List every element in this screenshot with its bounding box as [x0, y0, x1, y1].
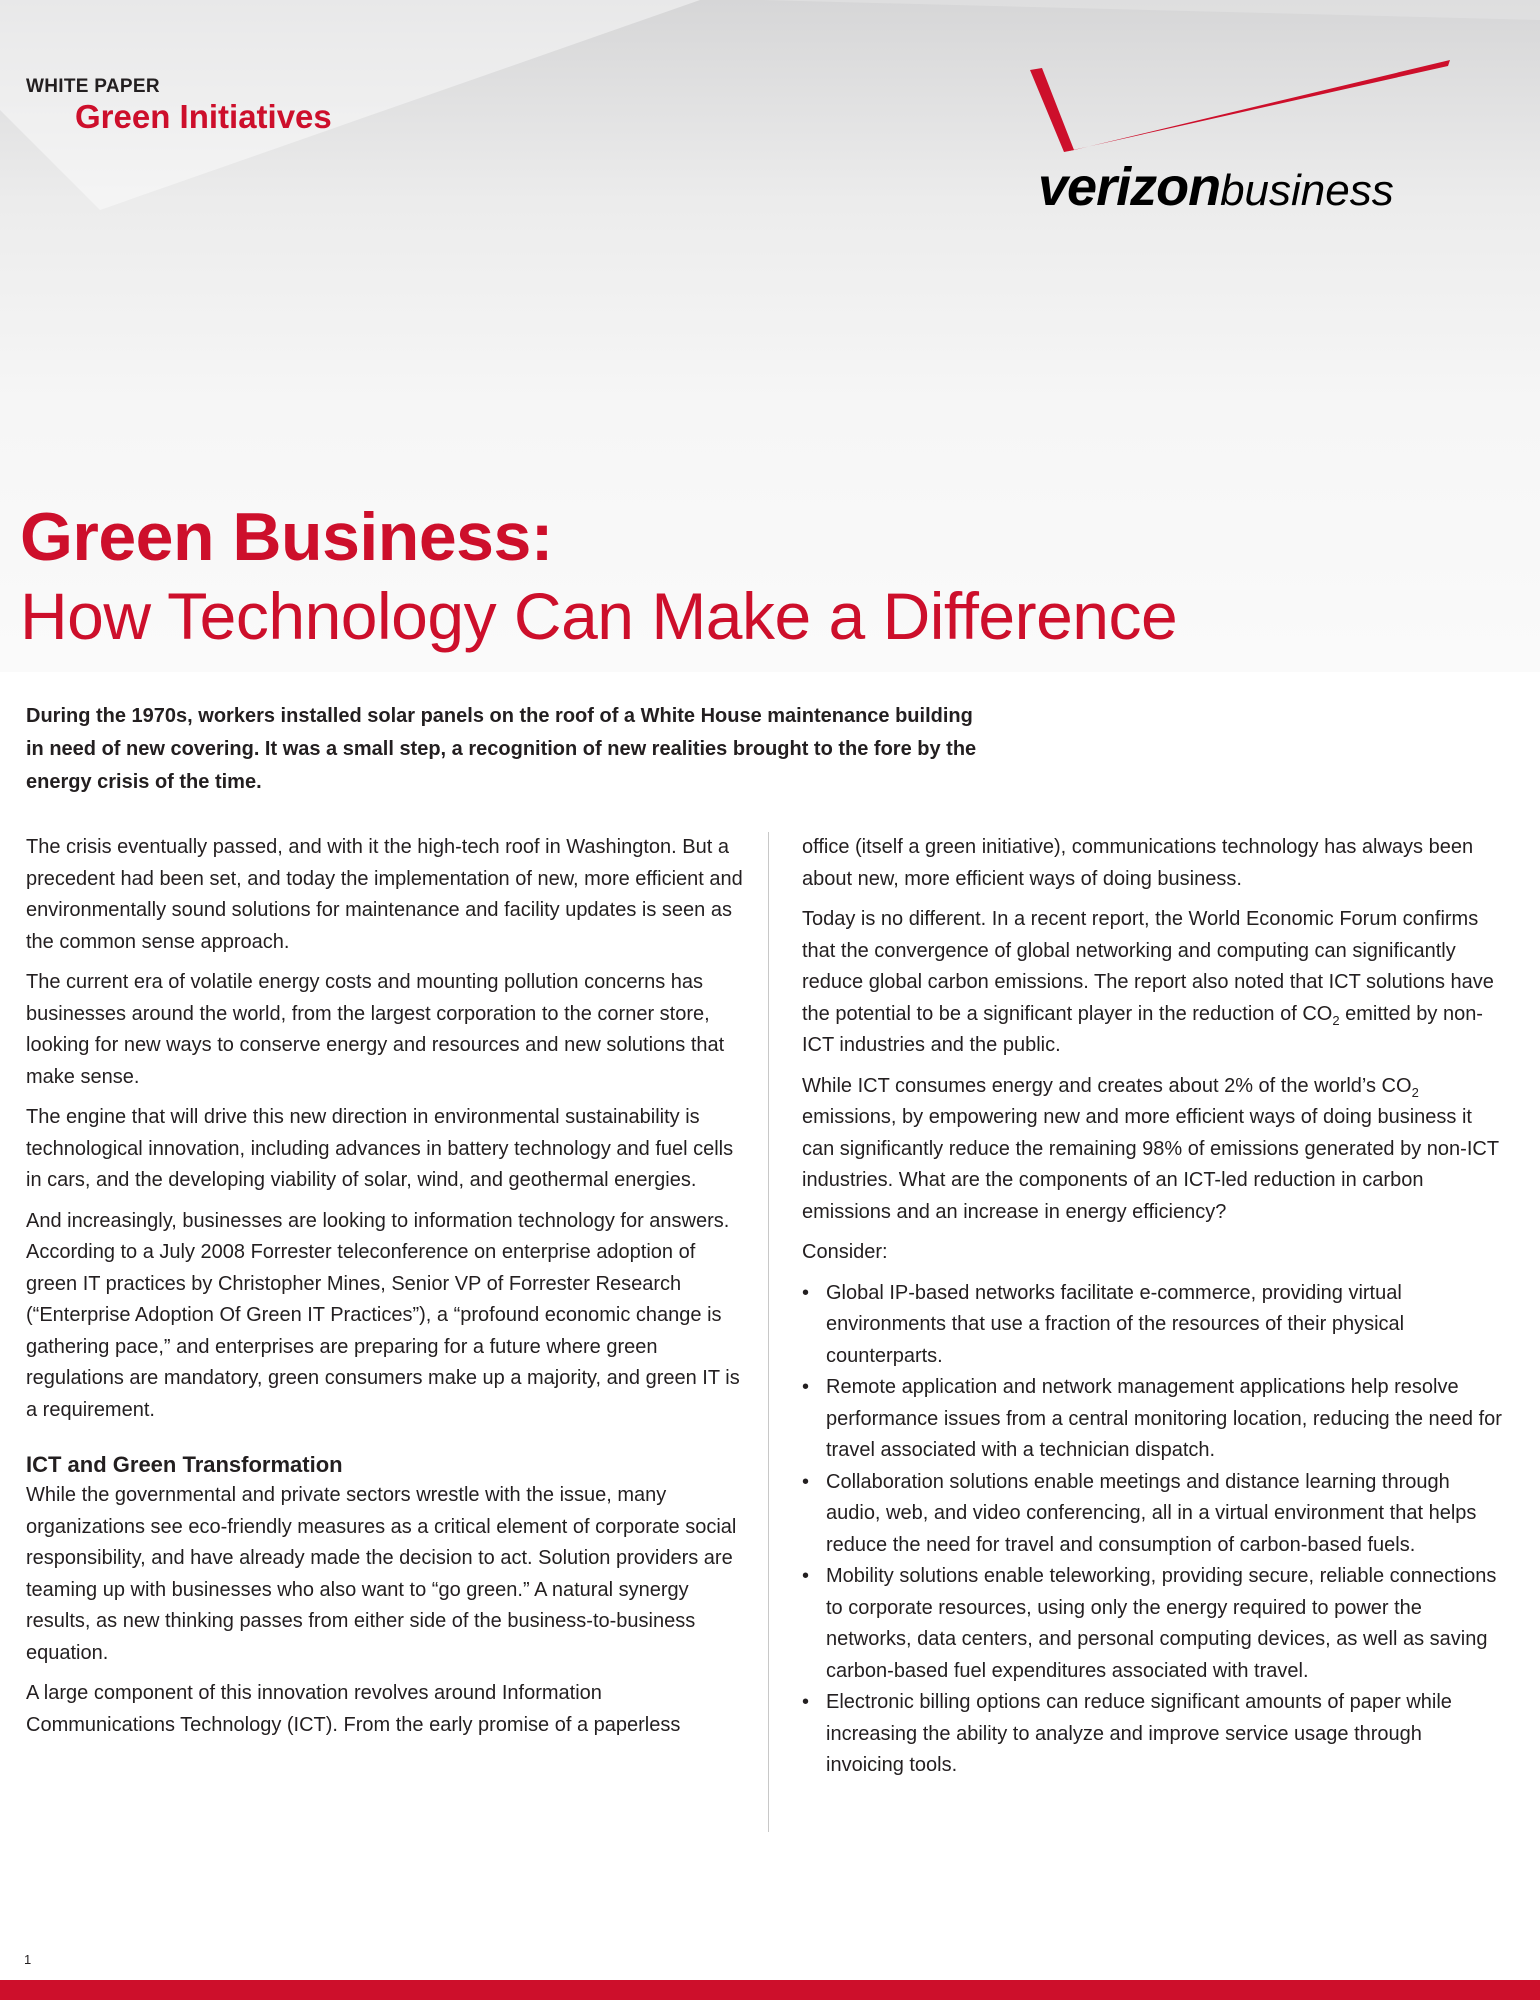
- list-item: [802, 1372, 1502, 1467]
- lede-paragraph: During the 1970s, workers installed solar panels on the roof of a White House maintenance building in need of new covering. It was a small step, a recognition of new realities brought to the fore by the energy crisis of the time.: [26, 705, 977, 793]
- paragraph: A large component of this innovation revolves around Information Communications Technology (ICT). From the early promise of a paperless: [26, 1682, 681, 1736]
- bullet-icon: •: [802, 1565, 810, 1587]
- subscript: 2: [1411, 1084, 1419, 1100]
- list-item-text: Electronic billing options can reduce significant amounts of paper while increasing the ability to analyze and improve service usage through invoicing tools.: [826, 1691, 1452, 1776]
- paragraph: The engine that will drive this new direction in environmental sustainability is technological innovation, including advances in battery technology and fuel cells in cars, and the developing viability of solar, wind, and geothermal energies.: [26, 1106, 734, 1191]
- paragraph: And increasingly, businesses are looking to information technology for answers. According to a July 2008 Forrester teleconference on enterprise adoption of green IT practices by Christopher Mines, Senior VP of Forrester Research (“Enterprise Adoption Of Green IT Practices”), a “profound economic change is gathering pace,” and enterprises are preparing for a future where green regulations are mandatory, green consumers make up a majority, and green IT is a requirement.: [26, 1209, 740, 1421]
- bullet-list: [802, 1278, 1502, 1782]
- subscript: 2: [1332, 1012, 1340, 1028]
- list-item: [802, 1561, 1502, 1687]
- paragraph: The crisis eventually passed, and with it the high-tech roof in Washington. But a precedent had been set, and today the implementation of new, more efficient and environmentally sound solutions for maintenance and facility updates is seen as the common sense approach.: [26, 836, 743, 953]
- document-type-label: WHITE PAPER: [26, 76, 160, 97]
- footer-bar: [0, 1980, 1540, 2000]
- list-item-text: Global IP-based networks facilitate e-commerce, providing virtual environments that use a fraction of the resources of their physical counterparts.: [826, 1281, 1405, 1367]
- list-item: [802, 1278, 1502, 1373]
- paragraph: While the governmental and private sectors wrestle with the issue, many organizations see eco-friendly measures as a critical element of corporate social responsibility, and have already made the decision to act. Solution providers are teaming up with businesses who also want to “go green.” A natural synergy results, as new thinking passes from either side of the business-to-business equation.: [26, 1484, 737, 1664]
- consider-label: Consider:: [802, 1241, 888, 1263]
- column-divider: [768, 832, 769, 1832]
- right-column: [802, 832, 1502, 1782]
- list-item: [802, 1467, 1502, 1562]
- page-subtitle: How Technology Can Make a Difference: [20, 579, 1178, 653]
- bullet-icon: •: [802, 1691, 810, 1713]
- list-item-text: Remote application and network management applications help resolve performance issues from a central monitoring location, reducing the need for travel associated with a technician dispatch.: [826, 1376, 1502, 1461]
- list-item-text: Mobility solutions enable teleworking, providing secure, reliable connections to corporate resources, using only the energy required to power the networks, data centers, and personal computing devices, as well as saving carbon-based fuel expenditures associated with travel.: [826, 1565, 1497, 1682]
- text-run: While ICT consumes energy and creates about 2% of the world’s CO: [802, 1074, 1412, 1097]
- section-heading: ICT and Green Transformation: [26, 1452, 343, 1477]
- page-title: Green Business:: [20, 499, 553, 575]
- paragraph: [802, 1071, 1502, 1229]
- check-mark-icon: [1030, 60, 1450, 170]
- logo-wordmark: [1038, 156, 1394, 218]
- text-run: Today is no different. In a recent report, the World Economic Forum confirms that the convergence of global networking and computing can significantly reduce global carbon emissions. The report also noted that ICT solutions have the potential to be a significant player in the reduction of CO: [802, 908, 1494, 1025]
- logo-brand-text: verizon: [1038, 157, 1221, 217]
- bullet-icon: •: [802, 1281, 810, 1304]
- bullet-icon: •: [802, 1376, 810, 1398]
- series-label: Green Initiatives: [75, 98, 332, 135]
- paragraph: The current era of volatile energy costs and mounting pollution concerns has businesses around the world, from the largest corporation to the corner store, looking for new ways to conserve energy and resources and new solutions that make sense.: [26, 971, 725, 1088]
- paragraph: office (itself a green initiative), communications technology has always been about new, more efficient ways of doing business.: [802, 836, 1474, 890]
- verizon-business-logo: [1030, 60, 1450, 220]
- text-run: emitted by non-ICT industries and the public.: [802, 1002, 1483, 1056]
- page-number: 1: [24, 1952, 32, 1967]
- list-item-text: Collaboration solutions enable meetings and distance learning through audio, web, and video conferencing, all in a virtual environment that helps reduce the need for travel and consumption of carbon-based fuels.: [826, 1470, 1477, 1556]
- logo-suffix-text: business: [1220, 166, 1394, 215]
- bullet-icon: •: [802, 1470, 810, 1493]
- list-item: [802, 1687, 1502, 1782]
- left-column: [26, 832, 746, 1750]
- paragraph: [802, 904, 1502, 1062]
- text-run: emissions, by empowering new and more efficient ways of doing business it can significantly reduce the remaining 98% of emissions generated by non-ICT industries. What are the components of an ICT-led reduction in carbon emissions and an increase in energy efficiency?: [802, 1106, 1499, 1223]
